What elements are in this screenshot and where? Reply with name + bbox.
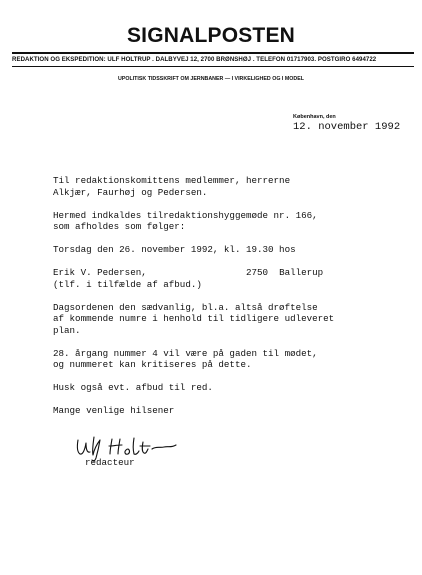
- tagline: UPOLITISK TIDSSKRIFT OM JERNBANER — I VIRKELIGHED OG I MODEL: [118, 76, 304, 82]
- paragraph-line: Dagsordenen den sædvanlig, bl.a. altså drøftelse: [53, 301, 318, 313]
- dateline-place: København, den: [293, 114, 336, 120]
- meeting-time: [53, 244, 413, 256]
- paragraph-line: Hermed indkaldes tilredaktionshyggemøde nr. 166,: [53, 209, 318, 221]
- masthead: SIGNALPOSTEN: [126, 24, 296, 47]
- paragraph-line: som afholdes som følger:: [53, 221, 186, 232]
- letterhead-rule-bottom: [12, 66, 414, 67]
- meeting-time-line: Torsdag den 26. november 1992, kl. 19.30 hos: [53, 244, 296, 255]
- paragraph-line: af kommende numre i henhold til tidligere udleveret: [53, 313, 335, 324]
- host-line: [53, 267, 413, 279]
- paragraph-agenda: [53, 302, 413, 337]
- salutation-line: Alkjær, Faurhøj og Pedersen.: [53, 186, 208, 198]
- host-note: (tlf. i tilfælde af afbud.): [53, 278, 202, 290]
- host-gap: [147, 267, 246, 278]
- signer-title: redacteur: [85, 457, 135, 468]
- salutation: [53, 175, 413, 198]
- host-name: Erik V. Pedersen,: [53, 267, 147, 278]
- paragraph-line: Husk også evt. afbud til red.: [53, 382, 213, 393]
- address-line: REDAKTION OG EKSPEDITION: ULF HOLTRUP . DALBYVEJ 12, 2700 BRØNSHØJ . TELEFON 01717903. POSTGIRO 6494722: [12, 56, 377, 63]
- letterhead-rule-top: [12, 52, 414, 54]
- paragraph-line: plan.: [53, 324, 81, 336]
- paragraph-issue: [53, 348, 413, 371]
- dateline-date: 12. november 1992: [293, 121, 401, 133]
- host-city: 2750 Ballerup: [245, 267, 324, 278]
- paragraph-invitation: [53, 210, 413, 233]
- letter-body: [53, 175, 413, 428]
- paragraph-line: og nummeret kan kritiseres på dette.: [53, 359, 252, 370]
- closing: [53, 405, 413, 417]
- closing-line: Mange venlige hilsener: [53, 405, 175, 416]
- paragraph-reminder: [53, 382, 413, 394]
- paragraph-line: 28. årgang nummer 4 vil være på gaden til mødet,: [53, 347, 318, 359]
- salutation-line: Til redaktionskomittens medlemmer, herrerne: [53, 175, 291, 186]
- host-block: [53, 267, 413, 290]
